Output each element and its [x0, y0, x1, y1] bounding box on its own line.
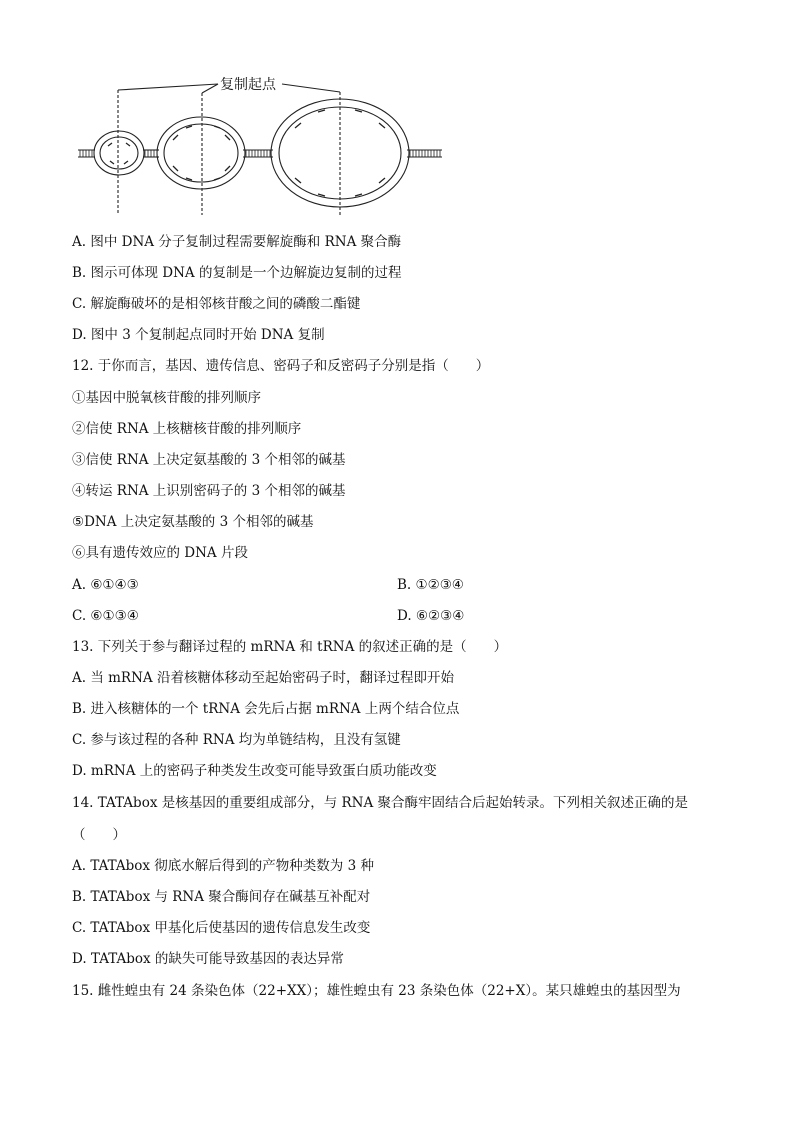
- q12-item-3: ③信使 RNA 上决定氨基酸的 3 个相邻的碱基: [72, 452, 346, 468]
- q14-option-d: D. TATAbox 的缺失可能导致基因的表达异常: [72, 951, 344, 967]
- q13-option-a: A. 当 mRNA 沿着核糖体移动至起始密码子时，翻译过程即开始: [72, 670, 454, 686]
- q13-option-b: B. 进入核糖体的一个 tRNA 会先后占据 mRNA 上两个结合位点: [72, 701, 460, 717]
- q12-stem: 12. 于你而言，基因、遗传信息、密码子和反密码子分别是指（ ）: [72, 358, 490, 374]
- q12-item-4: ④转运 RNA 上识别密码子的 3 个相邻的碱基: [72, 483, 346, 499]
- q14-stem-bracket: （ ）: [72, 827, 126, 843]
- q14-option-a: A. TATAbox 彻底水解后得到的产物种类数为 3 种: [72, 858, 374, 874]
- q14-option-c: C. TATAbox 甲基化后使基因的遗传信息发生改变: [72, 920, 371, 936]
- q12-option-c: C. ⑥①③④: [72, 608, 139, 624]
- dna-replication-figure: [70, 70, 450, 220]
- dna-duplex: [78, 150, 442, 157]
- q12-item-5: ⑤DNA 上决定氨基酸的 3 个相邻的碱基: [72, 514, 314, 530]
- replication-bubble-medium: [157, 117, 245, 189]
- replication-bubble-small: [94, 131, 144, 175]
- q12-item-1: ①基因中脱氧核苷酸的排列顺序: [72, 390, 261, 406]
- q11-option-a: A. 图中 DNA 分子复制过程需要解旋酶和 RNA 聚合酶: [72, 234, 402, 250]
- q13-stem: 13. 下列关于参与翻译过程的 mRNA 和 tRNA 的叙述正确的是（ ）: [72, 639, 508, 655]
- figure-label: 复制起点: [220, 77, 276, 93]
- q11-option-c: C. 解旋酶破坏的是相邻核苷酸之间的磷酸二酯键: [72, 296, 361, 312]
- q15-stem: 15. 雌性蝗虫有 24 条染色体（22+XX）；雄性蝗虫有 23 条染色体（22+X）。某只雄蝗虫的基因型为: [72, 983, 681, 999]
- q12-item-6: ⑥具有遗传效应的 DNA 片段: [72, 545, 248, 561]
- q12-option-d: D. ⑥②③④: [397, 608, 465, 624]
- q13-option-c: C. 参与该过程的各种 RNA 均为单链结构，且没有氢键: [72, 732, 401, 748]
- q14-option-b: B. TATAbox 与 RNA 聚合酶间存在碱基互补配对: [72, 889, 371, 905]
- q12-item-2: ②信使 RNA 上核糖核苷酸的排列顺序: [72, 421, 302, 437]
- q12-option-b: B. ①②③④: [397, 577, 464, 593]
- q12-option-a: A. ⑥①④③: [72, 577, 139, 593]
- q11-option-d: D. 图中 3 个复制起点同时开始 DNA 复制: [72, 327, 325, 343]
- q13-option-d: D. mRNA 上的密码子种类发生改变可能导致蛋白质功能改变: [72, 763, 437, 779]
- q11-option-b: B. 图示可体现 DNA 的复制是一个边解旋边复制的过程: [72, 265, 402, 281]
- q14-stem: 14. TATAbox 是核基因的重要组成部分，与 RNA 聚合酶牢固结合后起始转录。下列相关叙述正确的是: [72, 795, 689, 811]
